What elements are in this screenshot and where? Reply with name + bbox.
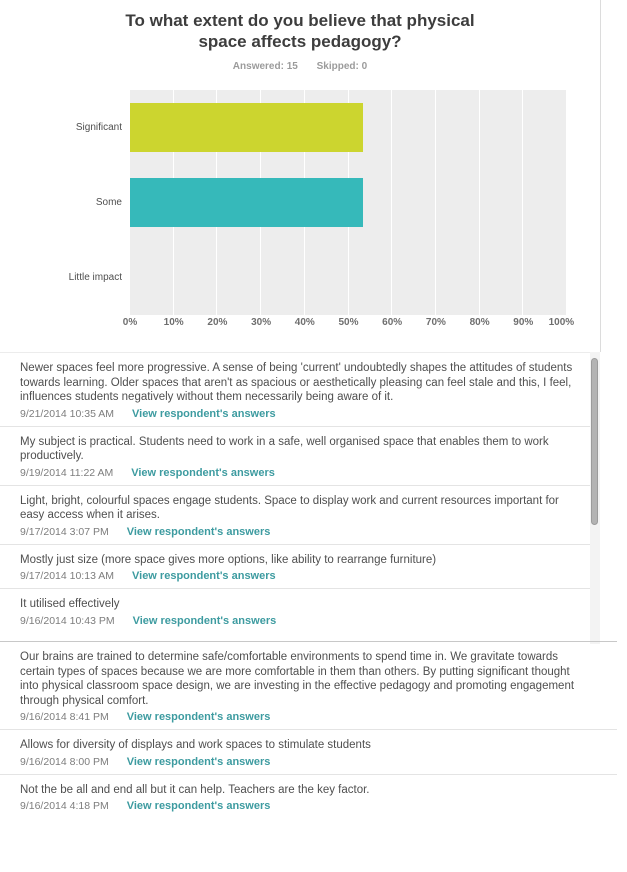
response-meta [20,570,582,583]
gridline [391,90,392,315]
bar-significant [130,103,363,152]
response-meta [20,615,582,628]
x-tick: 40% [294,317,315,328]
response-timestamp: 9/17/2014 3:07 PM [20,525,109,538]
response-text: It utilised effectively [20,598,120,610]
response-text: Light, bright, colourful spaces engage students. Space to display work and current resources important for easy access when it arises. [20,494,559,521]
gridline [435,90,436,315]
response-meta [20,711,609,724]
view-respondents-answers-link[interactable]: View respondent's answers [126,711,271,723]
response-meta [20,756,609,769]
scrollbar-thumb[interactable] [591,358,598,525]
gridline [566,90,567,315]
category-label: Some [95,197,122,208]
response-timestamp: 9/16/2014 8:00 PM [20,755,109,768]
answered-count: Answered: 15 [232,61,298,72]
view-respondents-answers-link[interactable]: View respondent's answers [126,525,271,538]
response-meta [20,800,609,813]
x-tick: 60% [382,317,403,328]
gridline [522,90,523,315]
skipped-count: Skipped: 0 [316,61,368,72]
response-timestamp: 9/16/2014 10:43 PM [20,614,115,627]
bar-some [130,178,363,227]
view-respondents-answers-link[interactable]: View respondent's answers [126,755,271,768]
response-timestamp: 9/21/2014 10:35 AM [20,407,114,420]
response-text: Newer spaces feel more progressive. A sense of being 'current' undoubtedly shapes the attitudes of students towards learning. Older spaces that aren't as spacious or aesthetically pleasing can feel stale and this, I feel, influences students negatively without them necessarily being aware of it. [20,362,573,403]
response-text: Mostly just size (more space gives more options, like ability to rearrange furniture) [20,553,437,566]
view-respondents-answers-link[interactable]: View respondent's answers [132,614,277,627]
x-tick: 100% [548,317,575,328]
response-text: My subject is practical. Students need to work in a safe, well organised space that enables them to work productively. [20,435,549,462]
response-timestamp: 9/19/2014 11:22 AM [20,466,114,479]
response-meta [20,408,582,421]
category-label: Little impact [68,272,122,283]
x-tick: 20% [207,317,228,328]
x-tick: 10% [163,317,184,328]
view-respondents-answers-link[interactable]: View respondent's answers [132,570,276,582]
view-respondents-answers-link[interactable]: View respondent's answers [126,800,271,812]
responses-list-scrollable [0,352,590,633]
response-timestamp: 9/16/2014 4:18 PM [20,800,109,812]
bar-chart [0,88,600,350]
responses-list-secondary [0,642,617,818]
response-item [0,589,590,633]
x-tick: 0% [122,317,138,328]
response-text: Allows for diversity of displays and work spaces to stimulate students [20,739,371,751]
response-text: Our brains are trained to determine safe/comfortable environments to spend time in. We gravitate towards certain types of spaces because we are more comfortable in them than others. By putting significant thought into physical classroom space design, we are investing in the effective pedagogy and promoting engagement through physical comfort. [20,651,575,707]
response-text: Not the be all and end all but it can help. Teachers are the key factor. [20,783,370,796]
x-tick: 30% [251,317,272,328]
answer-stats [0,61,600,72]
x-tick: 90% [513,317,534,328]
view-respondents-answers-link[interactable]: View respondent's answers [131,466,275,479]
question-chart-card [0,0,601,352]
response-item [0,486,590,545]
response-item [0,775,617,819]
x-tick: 50% [338,317,359,328]
response-timestamp: 9/17/2014 10:13 AM [20,570,114,582]
response-meta [20,467,582,480]
x-tick: 80% [469,317,490,328]
response-item [0,427,590,486]
scrollbar-track[interactable] [590,352,600,644]
response-item [0,353,590,427]
gridline [479,90,480,315]
response-item [0,730,617,775]
response-timestamp: 9/16/2014 8:41 PM [20,711,109,723]
view-respondents-answers-link[interactable]: View respondent's answers [132,407,276,420]
response-item [0,545,590,590]
x-tick: 70% [425,317,446,328]
plot-area [130,90,567,315]
category-label: Significant [75,122,122,133]
page-title: To what extent do you believe that physical space affects pedagogy? [125,11,475,51]
response-meta [20,526,582,539]
response-item [0,642,617,730]
